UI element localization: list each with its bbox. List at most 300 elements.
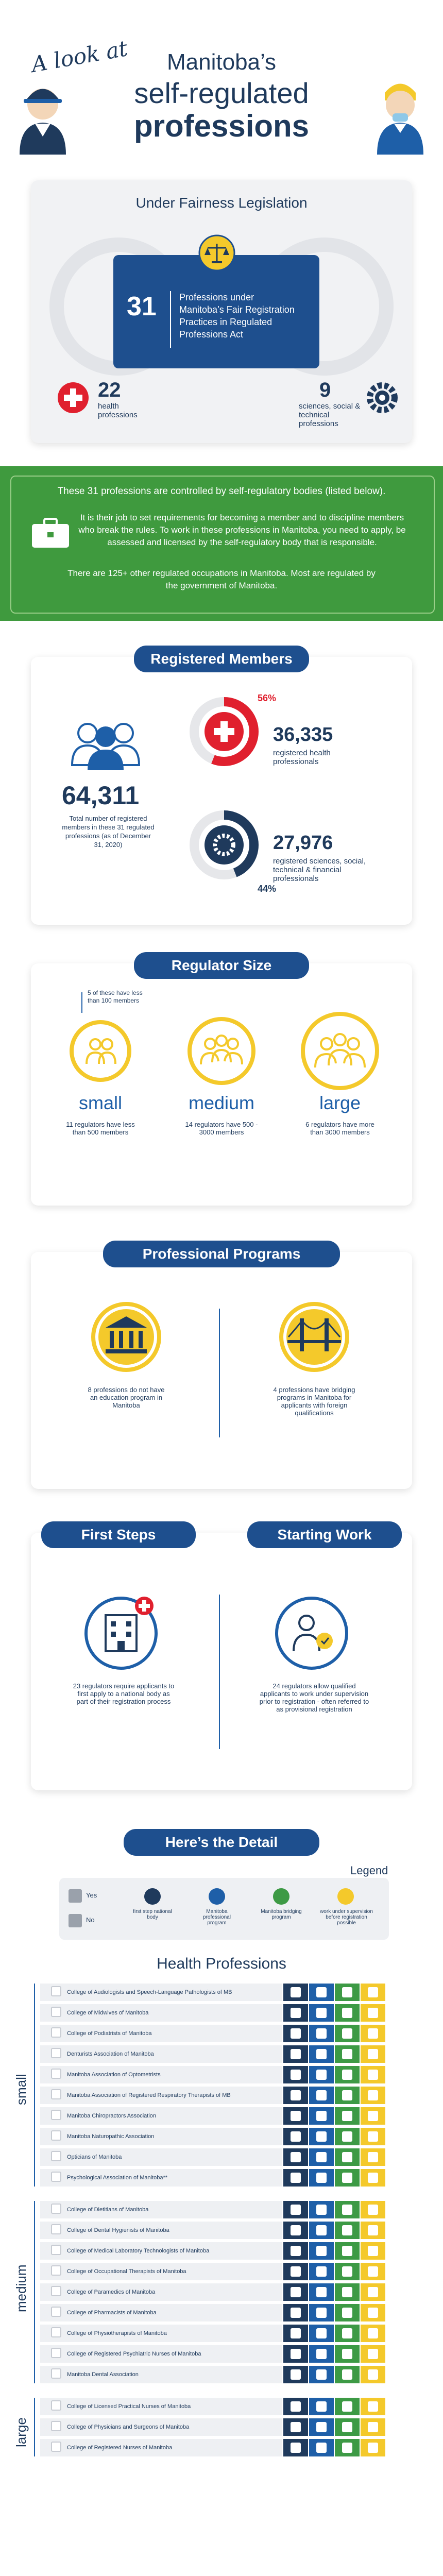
row-checkbox xyxy=(51,2368,61,2379)
status-cell xyxy=(283,2304,308,2321)
members-total: 64,311 xyxy=(62,781,140,810)
status-cell xyxy=(309,2283,334,2301)
thumbs-icon xyxy=(368,2205,378,2215)
row-checkbox xyxy=(51,2348,61,2358)
status-cell xyxy=(361,2169,385,2187)
health-text: health professions xyxy=(98,402,138,419)
thumbs-icon xyxy=(316,2369,327,2380)
status-cell xyxy=(361,2263,385,2280)
row-checkbox xyxy=(51,2151,61,2161)
thumbs-icon xyxy=(291,2422,301,2432)
thumbs-icon xyxy=(291,2111,301,2121)
thumbs-icon xyxy=(291,2443,301,2453)
status-cell xyxy=(361,2025,385,2042)
members-card xyxy=(31,651,412,925)
table-row xyxy=(40,2345,396,2363)
thumbs-icon xyxy=(316,2205,327,2215)
thumbs-icon xyxy=(342,2090,352,2100)
status-cell xyxy=(309,2107,334,2125)
thumbs-icon xyxy=(291,2308,301,2318)
status-cell xyxy=(361,2045,385,2063)
size-note: 5 of these have less than 100 members xyxy=(88,989,143,1004)
thumbs-icon xyxy=(291,2028,301,2039)
thumbs-icon xyxy=(342,2246,352,2256)
legend-box xyxy=(59,1878,389,1940)
row-checkbox xyxy=(51,2110,61,2120)
thumbs-icon xyxy=(316,2152,327,2162)
medium-label: medium xyxy=(188,1092,255,1113)
regulator-name: College of Physiotherapists of Manitoba xyxy=(40,2325,282,2342)
thumbs-icon xyxy=(368,2443,378,2453)
thumbs-icon xyxy=(368,2225,378,2235)
status-cell xyxy=(361,2366,385,2383)
thumbs-icon xyxy=(316,2422,327,2432)
regulator-name: College of Pharmacists of Manitoba xyxy=(40,2304,282,2321)
row-checkbox xyxy=(51,2048,61,2058)
programs-divider xyxy=(219,1309,220,1437)
thumbs-icon xyxy=(291,2049,301,2059)
thumbs-icon xyxy=(316,2401,327,2412)
thumbs-icon xyxy=(316,2008,327,2018)
thumbs-icon xyxy=(368,2328,378,2338)
large-regulator-icon xyxy=(299,1010,381,1092)
thumbs-icon xyxy=(368,2049,378,2059)
status-cell xyxy=(335,2263,360,2280)
status-cell xyxy=(309,2087,334,2104)
status-cell xyxy=(361,2418,385,2436)
table-row xyxy=(40,2366,396,2383)
thumbs-icon xyxy=(316,2328,327,2338)
regulator-name: College of Midwives of Manitoba xyxy=(40,2004,282,2022)
sci-num: 9 xyxy=(319,379,331,401)
status-cell xyxy=(361,2325,385,2342)
row-checkbox xyxy=(51,2265,61,2276)
briefcase-icon xyxy=(31,518,70,549)
status-cell xyxy=(309,2345,334,2363)
status-cell xyxy=(361,2087,385,2104)
thumbs-icon xyxy=(368,2401,378,2412)
table-row xyxy=(40,2066,396,2083)
thumbs-icon xyxy=(291,2131,301,2142)
status-cell xyxy=(283,2283,308,2301)
thumbs-icon xyxy=(368,2287,378,2297)
status-cell xyxy=(283,2169,308,2187)
small-group-label: small xyxy=(13,2074,29,2105)
thumbs-icon xyxy=(316,2070,327,2080)
thumbs-icon xyxy=(291,2369,301,2380)
status-cell xyxy=(309,2148,334,2166)
thumbs-icon xyxy=(291,2090,301,2100)
thumbs-icon xyxy=(291,2246,301,2256)
steps-card xyxy=(31,1527,412,1790)
large-label: large xyxy=(319,1092,361,1113)
sci-donut xyxy=(185,806,263,884)
thumbs-icon xyxy=(291,2008,301,2018)
table-row xyxy=(40,2263,396,2280)
thumbs-icon xyxy=(342,2422,352,2432)
thumbs-icon xyxy=(291,2287,301,2297)
row-checkbox xyxy=(51,2027,61,2038)
thumbs-icon xyxy=(316,2443,327,2453)
banner-para: It is their job to set requirements for becoming a member and to discipline members who break the rules. To work in these professions in Manitoba, you need to apply, be assessed and licensed by the self-regulatory body that is responsible. xyxy=(78,513,406,547)
status-cell xyxy=(361,2148,385,2166)
thumbs-icon xyxy=(291,2349,301,2359)
table-row xyxy=(40,2107,396,2125)
legend-swatch-4 xyxy=(337,1888,354,1905)
status-cell xyxy=(309,2066,334,2083)
thumbs-icon xyxy=(342,2443,352,2453)
thumbs-icon xyxy=(342,2328,352,2338)
status-cell xyxy=(283,2418,308,2436)
steps-divider xyxy=(219,1595,220,1749)
thumbs-icon xyxy=(368,2369,378,2380)
thumbs-icon xyxy=(316,1987,327,1997)
thumbs-icon xyxy=(291,2328,301,2338)
thumbs-icon xyxy=(316,2349,327,2359)
small-group-bracket xyxy=(34,1984,35,2187)
regulator-name: College of Licensed Practical Nurses of Manitoba xyxy=(40,2398,282,2415)
medium-group-label: medium xyxy=(13,2264,29,2312)
status-cell xyxy=(335,2439,360,2456)
sci-text: sciences, social & technical professions xyxy=(299,402,361,428)
status-cell xyxy=(283,2066,308,2083)
status-cell xyxy=(309,2398,334,2415)
large-group-label: large xyxy=(13,2417,29,2447)
legend-swatch-3 xyxy=(273,1888,289,1905)
legend-title: Legend xyxy=(350,1864,388,1877)
regulator-name: Manitoba Chiropractors Association xyxy=(40,2107,282,2125)
status-cell xyxy=(335,2325,360,2342)
status-cell xyxy=(335,2087,360,2104)
size-note-line xyxy=(81,992,82,1013)
status-cell xyxy=(335,2025,360,2042)
thumbs-icon xyxy=(342,2049,352,2059)
status-cell xyxy=(335,2398,360,2415)
row-checkbox xyxy=(51,2400,61,2411)
supervised-worker-icon xyxy=(273,1595,350,1672)
table-row xyxy=(40,2304,396,2321)
status-cell xyxy=(361,2222,385,2239)
status-cell xyxy=(361,2439,385,2456)
thumbs-icon xyxy=(342,2008,352,2018)
legend-yes: Yes xyxy=(86,1891,97,1899)
table-row xyxy=(40,2004,396,2022)
table-row xyxy=(40,2128,396,2145)
table-row xyxy=(40,2439,396,2456)
thumbs-icon xyxy=(291,2266,301,2277)
regulator-name: Manitoba Naturopathic Association xyxy=(40,2128,282,2145)
thumbs-icon xyxy=(316,2028,327,2039)
sci-members-text: registered sciences, social, technical & financial professionals xyxy=(273,857,366,883)
medium-text: 14 regulators have 500 - 3000 members xyxy=(185,1121,258,1136)
detail-heading: Here’s the Detail xyxy=(124,1829,319,1856)
regulator-name: Manitoba Dental Association xyxy=(40,2366,282,2383)
regulator-name: College of Registered Nurses of Manitoba xyxy=(40,2439,282,2456)
thumbs-icon xyxy=(368,2111,378,2121)
table-row xyxy=(40,2025,396,2042)
legend-label-4: work under supervision before registration possible xyxy=(320,1909,373,1926)
status-cell xyxy=(335,1984,360,2001)
table-row xyxy=(40,1984,396,2001)
health-cross-icon xyxy=(57,381,90,414)
status-cell xyxy=(335,2128,360,2145)
education-building-icon xyxy=(90,1301,162,1373)
thumbs-icon xyxy=(316,2308,327,2318)
thumbs-icon xyxy=(291,2401,301,2412)
total-text: Professions under Manitoba’s Fair Registration Practices in Regulated Professions Act xyxy=(179,292,295,340)
small-text: 11 regulators have less than 500 members xyxy=(66,1121,135,1136)
regulator-name: College of Dietitians of Manitoba xyxy=(40,2201,282,2218)
thumbs-icon xyxy=(368,2152,378,2162)
thumbs-icon xyxy=(342,1987,352,1997)
status-cell xyxy=(283,2345,308,2363)
title-line3: professions xyxy=(133,109,310,143)
status-cell xyxy=(361,2242,385,2260)
status-cell xyxy=(309,2004,334,2022)
members-heading: Registered Members xyxy=(134,646,309,672)
status-cell xyxy=(361,2283,385,2301)
status-cell xyxy=(335,2066,360,2083)
thumbs-icon xyxy=(342,2287,352,2297)
thumbs-icon xyxy=(368,2349,378,2359)
programs-right-text: 4 professions have bridging programs in Manitoba for applicants with foreign qualifications xyxy=(273,1386,355,1417)
status-cell xyxy=(283,2148,308,2166)
health-members-text: registered health professionals xyxy=(273,749,331,766)
row-checkbox xyxy=(51,2245,61,2255)
thumbs-icon xyxy=(291,2173,301,2183)
status-cell xyxy=(309,2045,334,2063)
legend-no: No xyxy=(86,1916,95,1924)
status-cell xyxy=(309,1984,334,2001)
thumbs-icon xyxy=(368,2173,378,2183)
programs-card xyxy=(31,1246,412,1489)
status-cell xyxy=(283,2222,308,2239)
status-cell xyxy=(361,2398,385,2415)
regulator-name: Manitoba Association of Registered Respiratory Therapists of MB xyxy=(40,2087,282,2104)
status-cell xyxy=(283,2107,308,2125)
row-checkbox xyxy=(51,2327,61,2337)
status-cell xyxy=(361,1984,385,2001)
row-checkbox xyxy=(51,2224,61,2234)
thumbs-icon xyxy=(368,2308,378,2318)
thumbs-icon xyxy=(316,2266,327,2277)
legend-no-swatch xyxy=(69,1914,82,1927)
thumbs-icon xyxy=(291,2225,301,2235)
status-cell xyxy=(335,2418,360,2436)
legend-label-3: Manitoba bridging program xyxy=(261,1909,302,1920)
status-cell xyxy=(361,2128,385,2145)
row-checkbox xyxy=(51,1986,61,1996)
table-row xyxy=(40,2087,396,2104)
row-checkbox xyxy=(51,2172,61,2182)
status-cell xyxy=(335,2107,360,2125)
script-title: A look at xyxy=(29,36,130,77)
table-row xyxy=(40,2045,396,2063)
row-checkbox xyxy=(51,2421,61,2431)
title-line1: Manitoba’s xyxy=(167,49,276,75)
medium-regulator-icon xyxy=(185,1015,258,1087)
status-cell xyxy=(335,2004,360,2022)
first-steps-text: 23 regulators require applicants to first apply to a national body as part of their registration process xyxy=(73,1682,175,1705)
status-cell xyxy=(335,2242,360,2260)
row-checkbox xyxy=(51,2204,61,2214)
regulator-name: Opticians of Manitoba xyxy=(40,2148,282,2166)
status-cell xyxy=(309,2418,334,2436)
members-total-text: Total number of registered members in these 31 regulated professions (as of December 31, 2020) xyxy=(62,815,155,849)
status-cell xyxy=(283,2398,308,2415)
regulator-name: College of Podiatrists of Manitoba xyxy=(40,2025,282,2042)
table-row xyxy=(40,2201,396,2218)
thumbs-icon xyxy=(368,2422,378,2432)
health-donut xyxy=(185,693,263,770)
row-checkbox xyxy=(51,2130,61,2141)
regulator-name: College of Registered Psychiatric Nurses of Manitoba xyxy=(40,2345,282,2363)
table-row xyxy=(40,2418,396,2436)
programs-heading: Professional Programs xyxy=(103,1241,340,1267)
table-row xyxy=(40,2325,396,2342)
thumbs-icon xyxy=(316,2246,327,2256)
legend-swatch-1 xyxy=(144,1888,161,1905)
health-members-num: 36,335 xyxy=(273,724,333,745)
thumbs-icon xyxy=(368,2028,378,2039)
status-cell xyxy=(283,2366,308,2383)
table-row xyxy=(40,2148,396,2166)
small-label: small xyxy=(78,1092,122,1113)
thumbs-icon xyxy=(368,2070,378,2080)
status-cell xyxy=(309,2169,334,2187)
health-pct: 56% xyxy=(258,693,277,703)
status-cell xyxy=(335,2345,360,2363)
table-row xyxy=(40,2398,396,2415)
regulator-name: Psychological Association of Manitoba** xyxy=(40,2169,282,2187)
thumbs-icon xyxy=(342,2173,352,2183)
status-cell xyxy=(361,2304,385,2321)
bridge-icon xyxy=(278,1301,350,1373)
status-cell xyxy=(309,2304,334,2321)
total-box xyxy=(113,255,319,368)
medium-group-bracket xyxy=(34,2201,35,2383)
banner-intro: These 31 professions are controlled by self-regulatory bodies (listed below). xyxy=(57,486,386,497)
status-cell xyxy=(283,1984,308,2001)
status-cell xyxy=(335,2201,360,2218)
regulator-name: Manitoba Association of Optometrists xyxy=(40,2066,282,2083)
thumbs-icon xyxy=(316,2090,327,2100)
thumbs-icon xyxy=(342,2152,352,2162)
status-cell xyxy=(361,2107,385,2125)
thumbs-icon xyxy=(291,2070,301,2080)
national-body-building-icon xyxy=(82,1595,160,1672)
thumbs-icon xyxy=(316,2111,327,2121)
status-cell xyxy=(309,2366,334,2383)
thumbs-icon xyxy=(316,2131,327,2142)
row-checkbox xyxy=(51,2442,61,2452)
status-cell xyxy=(309,2222,334,2239)
size-heading: Regulator Size xyxy=(134,952,309,979)
regulator-name: College of Dental Hygienists of Manitoba xyxy=(40,2222,282,2239)
status-cell xyxy=(283,2439,308,2456)
table-row xyxy=(40,2283,396,2301)
thumbs-icon xyxy=(368,2131,378,2142)
row-checkbox xyxy=(51,2286,61,2296)
regulator-name: College of Paramedics of Manitoba xyxy=(40,2283,282,2301)
status-cell xyxy=(361,2201,385,2218)
legend-label-1: first step national body xyxy=(133,1909,172,1920)
thumbs-icon xyxy=(342,2028,352,2039)
status-cell xyxy=(283,2045,308,2063)
thumbs-icon xyxy=(368,1987,378,1997)
regulator-name: College of Medical Laboratory Technologists of Manitoba xyxy=(40,2242,282,2260)
total-num: 31 xyxy=(127,292,157,321)
table-row xyxy=(40,2222,396,2239)
small-regulator-icon xyxy=(67,1018,134,1084)
status-cell xyxy=(335,2148,360,2166)
status-cell xyxy=(283,2325,308,2342)
status-cell xyxy=(283,2242,308,2260)
status-cell xyxy=(361,2066,385,2083)
sci-members-num: 27,976 xyxy=(273,832,333,854)
legend-swatch-2 xyxy=(209,1888,225,1905)
status-cell xyxy=(309,2242,334,2260)
status-cell xyxy=(283,2263,308,2280)
status-cell xyxy=(309,2439,334,2456)
regulator-name: College of Occupational Therapists of Manitoba xyxy=(40,2263,282,2280)
thumbs-icon xyxy=(291,2152,301,2162)
status-cell xyxy=(309,2263,334,2280)
banner-para2: There are 125+ other regulated occupations in Manitoba. Most are regulated by the government of Manitoba. xyxy=(67,568,376,590)
total-divider xyxy=(170,291,171,348)
first-steps-heading: First Steps xyxy=(41,1521,196,1548)
regulator-name: Denturists Association of Manitoba xyxy=(40,2045,282,2063)
thumbs-icon xyxy=(342,2070,352,2080)
status-cell xyxy=(335,2283,360,2301)
legend-label-2: Manitoba professional program xyxy=(203,1909,231,1926)
row-checkbox xyxy=(51,2069,61,2079)
thumbs-icon xyxy=(368,2266,378,2277)
status-cell xyxy=(361,2004,385,2022)
status-cell xyxy=(309,2025,334,2042)
regulator-name: College of Physicians and Surgeons of Manitoba xyxy=(40,2418,282,2436)
thumbs-icon xyxy=(342,2111,352,2121)
status-cell xyxy=(283,2201,308,2218)
thumbs-icon xyxy=(342,2308,352,2318)
info-banner xyxy=(0,466,443,621)
status-cell xyxy=(335,2045,360,2063)
thumbs-icon xyxy=(291,1987,301,1997)
large-group-bracket xyxy=(34,2398,35,2456)
fairness-card xyxy=(31,180,412,443)
status-cell xyxy=(335,2366,360,2383)
thumbs-icon xyxy=(342,2401,352,2412)
sci-pct: 44% xyxy=(258,884,277,894)
header xyxy=(0,0,443,155)
thumbs-icon xyxy=(342,2266,352,2277)
thumbs-icon xyxy=(316,2173,327,2183)
status-cell xyxy=(335,2222,360,2239)
thumbs-icon xyxy=(342,2205,352,2215)
thumbs-icon xyxy=(342,2349,352,2359)
thumbs-icon xyxy=(368,2246,378,2256)
row-checkbox xyxy=(51,2007,61,2017)
gear-icon xyxy=(366,381,399,414)
starting-work-text: 24 regulators allow qualified applicants to work under supervision prior to registration - often referred to as provisional registration xyxy=(259,1682,369,1713)
size-card xyxy=(31,957,412,1206)
table-row xyxy=(40,2242,396,2260)
status-cell xyxy=(283,2025,308,2042)
status-cell xyxy=(283,2004,308,2022)
people-group-icon xyxy=(67,714,144,770)
scales-icon xyxy=(198,234,235,272)
status-cell xyxy=(309,2128,334,2145)
